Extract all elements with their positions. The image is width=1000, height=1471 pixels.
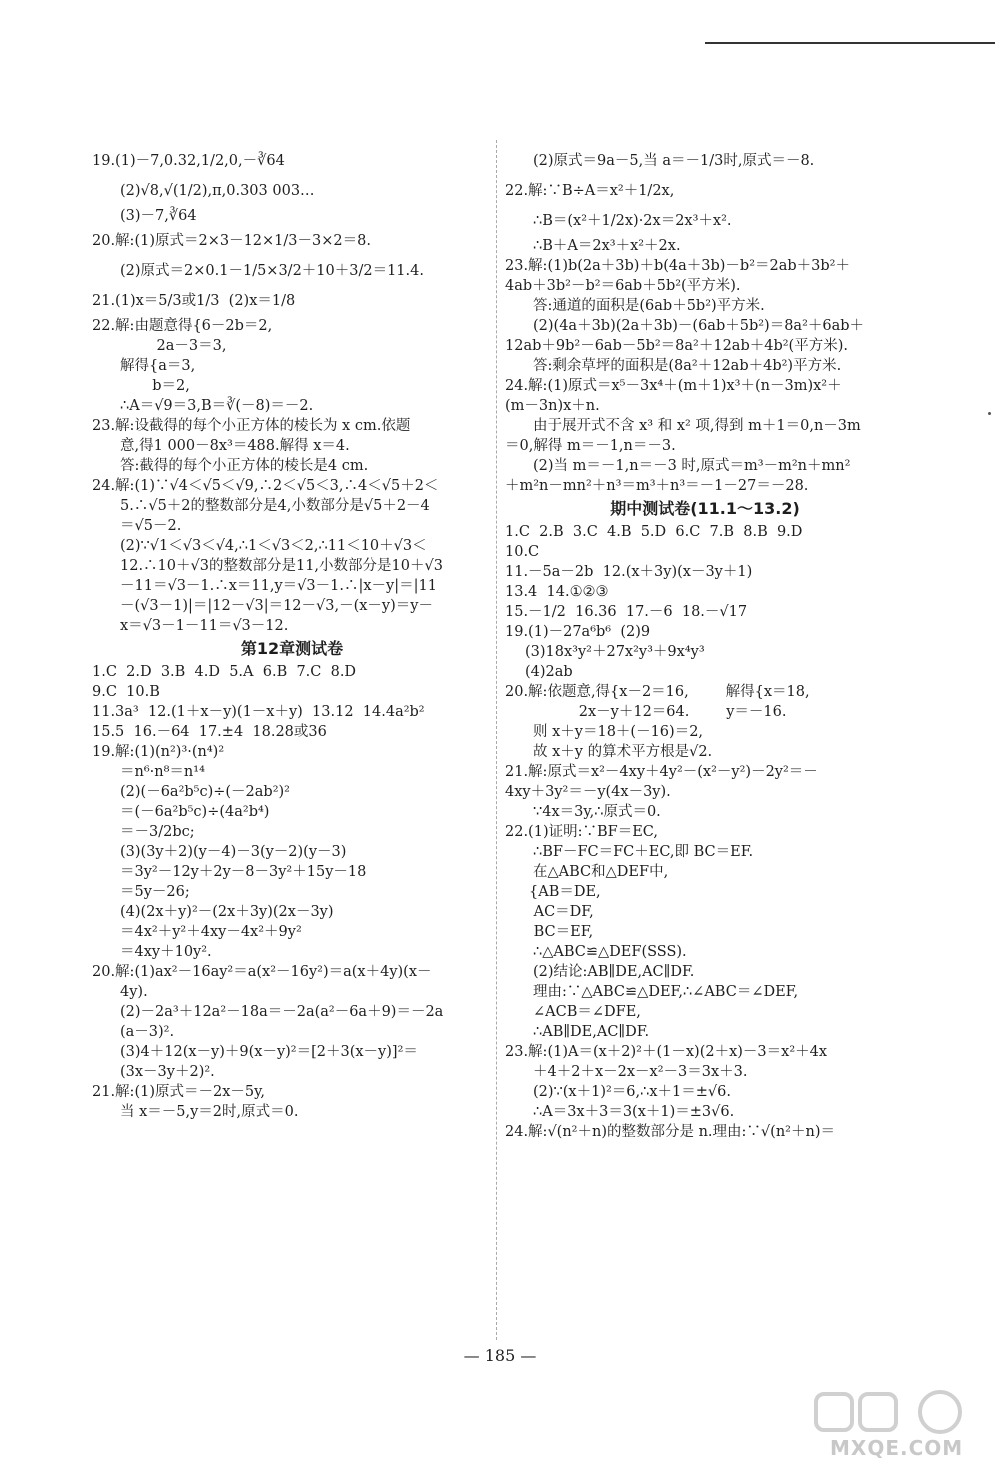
margin-mark — [988, 412, 991, 415]
answer-line: －(√3－1)|＝|12－√3|＝12－√3,－(x－y)＝y－ — [120, 598, 433, 614]
answer-line: ∴AB∥DE,AC∥DF. — [533, 1024, 650, 1040]
answer-line: ＝－3/2bc; — [120, 824, 195, 840]
answer-line: ＝√5－2. — [120, 518, 182, 534]
answer-line: ∴B＝(x²＋1/2x)·2x＝2x³＋x². — [533, 213, 732, 229]
watermark-logo-icon — [812, 1388, 992, 1438]
answer-line: ∴△ABC≌△DEF(SSS). — [533, 944, 687, 960]
answer-line: (2)∵√1＜√3＜√4,∴1＜√3＜2,∴11＜10＋√3＜ — [120, 538, 427, 554]
answer-line: 答:通道的面积是(6ab＋5b²)平方米. — [533, 298, 765, 314]
right-column — [505, 146, 905, 1142]
answer-line: 20.解:依题意,得{x－2＝16, 解得{x＝18, — [505, 684, 810, 700]
answer-line: 4xy＋3y²＝－y(4x－3y). — [505, 784, 671, 800]
answer-line: 解得{a＝3, — [120, 358, 196, 374]
answer-line: ＋4＋2＋x－2x－x²－3＝3x＋3. — [533, 1064, 748, 1080]
answer-line: ＝(－6a²b⁵c)÷(4a²b⁴) — [120, 804, 270, 820]
answer-line: 则 x＋y＝18＋(－16)＝2, — [533, 724, 704, 740]
answer-line: ＝4xy＋10y². — [120, 944, 212, 960]
header-rule — [705, 42, 995, 44]
answer-line: (4)(2x＋y)²－(2x＋3y)(2x－3y) — [120, 904, 334, 920]
answer-line: ＝5y－26; — [120, 884, 190, 900]
answer-line: 1.C 2.B 3.C 4.B 5.D 6.C 7.B 8.B 9.D — [505, 524, 803, 540]
answer-line: (2)－2a³＋12a²－18a＝－2a(a²－6a＋9)＝－2a — [120, 1004, 444, 1020]
answer-line: 23.解:(1)b(2a＋3b)＋b(4a＋3b)－b²＝2ab＋3b²＋ — [505, 258, 850, 274]
answer-line: (2)(－6a²b⁵c)÷(－2ab²)² — [120, 784, 290, 800]
watermark-logo — [812, 1388, 992, 1464]
answer-line: 4y). — [120, 984, 148, 1000]
answer-line: (2)√8,√(1/2),π,0.303 003… — [120, 183, 315, 199]
answer-line: ∴BF－FC＝FC＋EC,即 BC＝EF. — [533, 844, 754, 860]
answer-line: 21.(1)x＝5/3或1/3 (2)x＝1/8 — [92, 293, 296, 309]
page-number: — 185 — — [463, 1346, 537, 1365]
answer-line: (4)2ab — [525, 664, 573, 680]
answer-line: (2)原式＝2×0.1－1/5×3/2＋10＋3/2＝11.4. — [120, 263, 424, 279]
answer-line: ∵4x＝3y,∴原式＝0. — [533, 804, 661, 820]
left-column — [92, 146, 492, 1122]
answer-line: ∴A＝√9＝3,B＝∛(－8)＝－2. — [120, 398, 314, 414]
answer-line: ＋m²n－mn²＋n³＝m³＋n³＝－1－27＝－28. — [505, 478, 809, 494]
answer-line: 13.4 14.①②③ — [505, 584, 609, 600]
answer-line: b＝2, — [120, 378, 190, 394]
answer-line: ＝n⁶·n⁸＝n¹⁴ — [120, 764, 205, 780]
answer-line: (m－3n)x＋n. — [505, 398, 600, 414]
answer-line: ＝0,解得 m＝－1,n＝－3. — [505, 438, 676, 454]
answer-line: 24.解:√(n²＋n)的整数部分是 n.理由:∵√(n²＋n)＝ — [505, 1124, 835, 1140]
answer-line: 4ab＋3b²－b²＝6ab＋5b²(平方米). — [505, 278, 741, 294]
answer-line: 21.解:(1)原式＝－2x－5y, — [92, 1084, 265, 1100]
answer-line: (2)∵(x＋1)²＝6,∴x＋1＝±√6. — [533, 1084, 731, 1100]
answer-line: 10.C — [505, 544, 540, 560]
answer-line: 19.(1)－7,0.32,1/2,0,－∛64 — [92, 153, 285, 169]
answer-line: ＝3y²－12y＋2y－8－3y²＋15y－18 — [120, 864, 367, 880]
answer-line: 1.C 2.D 3.B 4.D 5.A 6.B 7.C 8.D — [92, 664, 357, 680]
answer-line: 意,得1 000－8x³＝488.解得 x＝4. — [120, 438, 350, 454]
answer-line: 22.解:∵B÷A＝x²＋1/2x, — [505, 183, 675, 199]
answer-line: 9.C 10.B — [92, 684, 160, 700]
answer-line: 24.解:(1)原式＝x⁵－3x⁴＋(m＋1)x³＋(n－3m)x²＋ — [505, 378, 842, 394]
answer-line: 11.3a³ 12.(1＋x－y)(1－x＋y) 13.12 14.4a²b² — [92, 704, 425, 720]
answer-line: ∴B＋A＝2x³＋x²＋2x. — [533, 238, 681, 254]
answer-line: 5.∴√5＋2的整数部分是4,小数部分是√5＋2－4 — [120, 498, 430, 514]
answer-line: (2)(4a＋3b)(2a＋3b)－(6ab＋5b²)＝8a²＋6ab＋ — [533, 318, 865, 334]
answer-line: 理由:∵△ABC≌△DEF,∴∠ABC＝∠DEF, — [533, 984, 799, 1000]
answer-line: (3)－7,∛64 — [120, 208, 197, 224]
answer-line: (2)当 m＝－1,n＝－3 时,原式＝m³－m²n＋mn² — [533, 458, 851, 474]
answer-line: 答:截得的每个小正方体的棱长是4 cm. — [120, 458, 369, 474]
answer-line: 15.5 16.－64 17.±4 18.28或36 — [92, 724, 327, 740]
answer-line: BC＝EF, — [529, 924, 594, 940]
answer-line: －11＝√3－1.∴x＝11,y＝√3－1.∴|x－y|＝|11 — [120, 578, 437, 594]
answer-line: 21.解:原式＝x²－4xy＋4y²－(x²－y²)－2y²＝－ — [505, 764, 818, 780]
answer-line: AC＝DF, — [529, 904, 594, 920]
watermark-text: MXQE.COM — [830, 1436, 964, 1460]
answer-line: 15.－1/2 16.36 17.－6 18.－√17 — [505, 604, 748, 620]
answer-line: (a－3)². — [120, 1024, 175, 1040]
answer-line: (2)结论:AB∥DE,AC∥DF. — [533, 964, 695, 980]
answer-line: 22.解:由题意得{6－2b＝2, — [92, 318, 273, 334]
section-heading: 期中测试卷(11.1～13.2) — [610, 499, 800, 518]
answer-line: 24.解:(1)∵√4＜√5＜√9,∴2＜√5＜3,∴4＜√5＋2＜ — [92, 478, 439, 494]
answer-line: 22.(1)证明:∵BF＝EC, — [505, 824, 658, 840]
answer-line: 19.解:(1)(n²)³·(n⁴)² — [92, 744, 225, 760]
answer-line: (3)18x³y²＋27x²y³＋9x⁴y³ — [525, 644, 705, 660]
answer-line: 答:剩余草坪的面积是(8a²＋12ab＋4b²)平方米. — [533, 358, 842, 374]
answer-line: 2x－y＋12＝64. y＝－16. — [505, 704, 787, 720]
answer-line: x＝√3－1－11＝√3－12. — [120, 618, 289, 634]
answer-line: 12.∴10＋√3的整数部分是11,小数部分是10＋√3 — [120, 558, 443, 574]
column-divider — [496, 140, 497, 1340]
answer-line: 23.解:(1)A＝(x＋2)²＋(1－x)(2＋x)－3＝x²＋4x — [505, 1044, 828, 1060]
answer-line: 20.解:(1)原式＝2×3－12×1/3－3×2＝8. — [92, 233, 371, 249]
answer-line: ∴A＝3x＋3＝3(x＋1)＝±3√6. — [533, 1104, 735, 1120]
answer-line: (2)原式＝9a－5,当 a＝－1/3时,原式＝－8. — [533, 153, 815, 169]
answer-line: ∠ACB＝∠DFE, — [533, 1004, 641, 1020]
answer-line: (3)(3y＋2)(y－4)－3(y－2)(y－3) — [120, 844, 347, 860]
answer-line: ＝4x²＋y²＋4xy－4x²＋9y² — [120, 924, 302, 940]
answer-line: (3x－3y＋2)². — [120, 1064, 215, 1080]
answer-line: 2a－3＝3, — [92, 338, 227, 354]
answer-line: 11.－5a－2b 12.(x＋3y)(x－3y＋1) — [505, 564, 753, 580]
answer-line: 23.解:设截得的每个小正方体的棱长为 x cm.依题 — [92, 418, 411, 434]
answer-line: {AB＝DE, — [529, 884, 601, 900]
answer-line: 12ab＋9b²－6ab－5b²＝8a²＋12ab＋4b²(平方米). — [505, 338, 848, 354]
section-heading: 第12章测试卷 — [240, 639, 344, 658]
answer-line: 由于展开式不含 x³ 和 x² 项,得到 m＋1＝0,n－3m — [533, 418, 861, 434]
answer-line: 19.(1)－27a⁶b⁶ (2)9 — [505, 624, 651, 640]
answer-line: (3)4＋12(x－y)＋9(x－y)²＝[2＋3(x－y)]²＝ — [120, 1044, 418, 1060]
answer-line: 20.解:(1)ax²－16ay²＝a(x²－16y²)＝a(x＋4y)(x－ — [92, 964, 432, 980]
answer-line: 故 x＋y 的算术平方根是√2. — [533, 744, 713, 760]
answer-line: 在△ABC和△DEF中, — [533, 864, 669, 880]
answer-line: 当 x＝－5,y＝2时,原式＝0. — [120, 1104, 299, 1120]
